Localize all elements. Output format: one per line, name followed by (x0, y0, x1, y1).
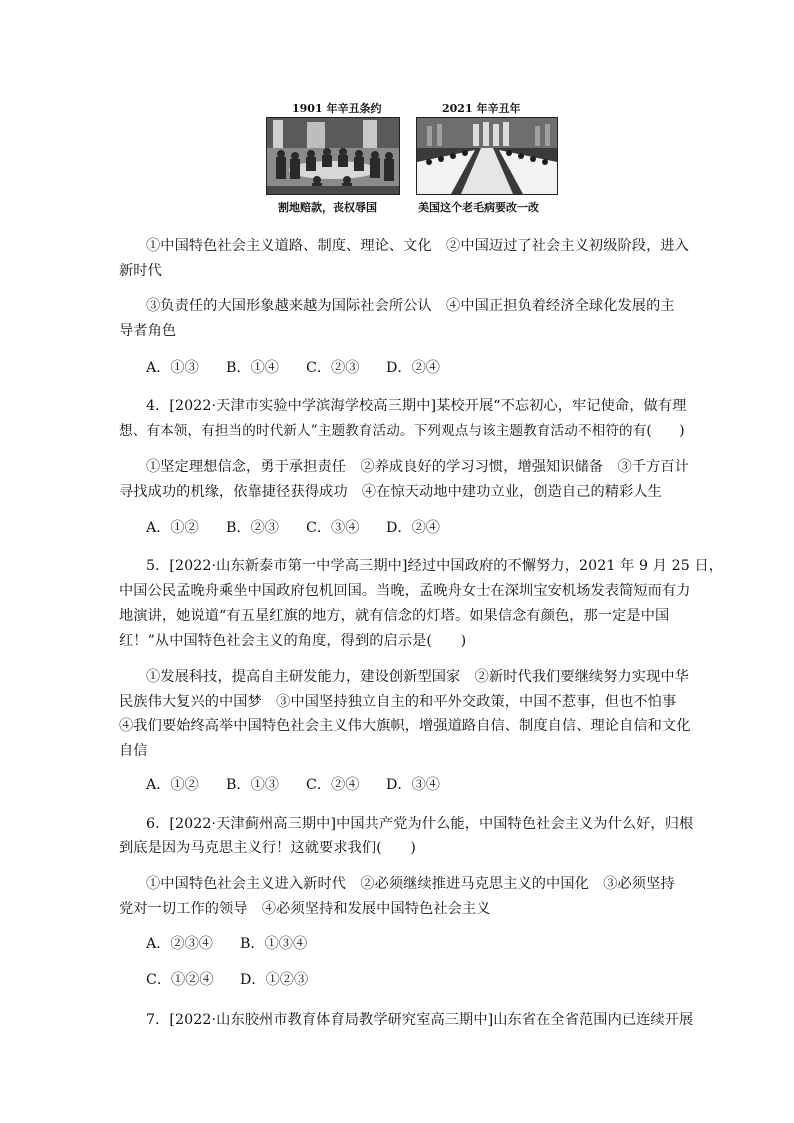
q5-option-a[interactable]: A．①② (146, 777, 199, 793)
q5-option-d[interactable]: D．③④ (386, 777, 440, 793)
q6-option-d[interactable]: D．①②③ (240, 972, 309, 988)
q4-option-c[interactable]: C．③④ (306, 520, 360, 536)
q4-option-a[interactable]: A．①② (146, 520, 199, 536)
right-photo-caption: 2021 年辛丑年 (442, 102, 521, 115)
q5-statement-line: ①发展科技，提高自主研发能力，建设创新型国家 ②新时代我们要继续努力实现中华 (146, 669, 689, 685)
q3-statement-line: ③负责任的大国形象越来越为国际社会所公认 ④中国正担负着经济全球化发展的主 (146, 298, 675, 314)
q5-option-c[interactable]: C．②④ (306, 777, 360, 793)
q3-statement-line: ①中国特色社会主义道路、制度、理论、文化 ②中国迈过了社会主义初级阶段，进入 (146, 238, 689, 254)
q4-statement-line: 寻找成功的机缘，依靠捷径获得成功 ④在惊天动地中建功立业，创造自己的精彩人生 (119, 484, 662, 500)
q5-stem-line: 5．[2022·山东新泰市第一中学高三期中]经过中国政府的不懈努力，2021 年 9 月 25 日， (146, 558, 724, 574)
q5-stem-line: 地演讲，她说道“有五星红旗的地方，就有信念的灯塔。如果信念有颜色，那一定是中国 (119, 608, 670, 624)
q6-statement-line: ①中国特色社会主义进入新时代 ②必须继续推进马克思主义的中国化 ③必须坚持 (146, 876, 675, 892)
q4-option-d[interactable]: D．②④ (386, 520, 440, 536)
q6-option-a[interactable]: A．②③④ (146, 936, 213, 952)
q4-statement-line: ①坚定理想信念，勇于承担责任 ②养成良好的学习习惯，增强知识储备 ③千方百计 (146, 459, 689, 475)
q6-option-b[interactable]: B．①③④ (240, 936, 308, 952)
q5-stem-line: 中国公民孟晚舟乘坐中国政府包机回国。当晚，孟晚舟女士在深圳宝安机场发表简短而有力 (119, 583, 691, 599)
q3-option-b[interactable]: B．①④ (226, 360, 279, 376)
left-photo-subtitle: 割地赔款，丧权辱国 (278, 201, 377, 214)
q7-stem-line: 7．[2022·山东胶州市教育体育局教学研究室高三期中]山东省在全省范围内已连续开展 (146, 1012, 694, 1028)
right-photo-subtitle: 美国这个老毛病要改一改 (418, 201, 539, 214)
q6-stem-line: 到底是因为马克思主义行！这就要求我们( ) (119, 840, 417, 856)
q3-option-d[interactable]: D．②④ (386, 360, 440, 376)
q3-statement-line: 导者角色 (119, 323, 177, 339)
comparison-figure (266, 96, 556, 221)
q6-statement-line: 党对一切工作的领导 ④必须坚持和发展中国特色社会主义 (119, 901, 491, 917)
q4-option-b[interactable]: B．②③ (226, 520, 279, 536)
q5-statement-line: 民族伟大复兴的中国梦 ③中国坚持独立自主的和平外交政策，中国不惹事，但也不怕事 (119, 694, 677, 710)
q3-statement-line: 新时代 (119, 263, 162, 279)
q5-option-b[interactable]: B．①③ (226, 777, 279, 793)
q6-stem-line: 6．[2022·天津蓟州高三期中]中国共产党为什么能，中国特色社会主义为什么好，归根 (146, 816, 694, 832)
q6-option-c[interactable]: C．①②④ (146, 972, 214, 988)
treaty-1901-photo (266, 117, 400, 195)
q3-option-c[interactable]: C．②③ (306, 360, 360, 376)
q4-stem-line: 想、有本领，有担当的时代新人”主题教育活动。下列观点与该主题教育活动不相符的有( ) (119, 423, 685, 439)
q3-option-a[interactable]: A．①③ (146, 360, 199, 376)
q4-stem-line: 4．[2022·天津市实验中学滨海学校高三期中]某校开展“不忘初心，牢记使命，做有理 (146, 398, 687, 414)
q5-statement-line: ④我们要始终高举中国特色社会主义伟大旗帜，增强道路自信、制度自信、理论自信和文化 (119, 718, 691, 734)
meeting-2021-photo (416, 117, 558, 195)
left-photo-caption: 1901 年辛丑条约 (292, 102, 382, 115)
q5-statement-line: 自信 (119, 743, 148, 759)
q5-stem-line: 红！”从中国特色社会主义的角度，得到的启示是( ) (119, 633, 467, 649)
